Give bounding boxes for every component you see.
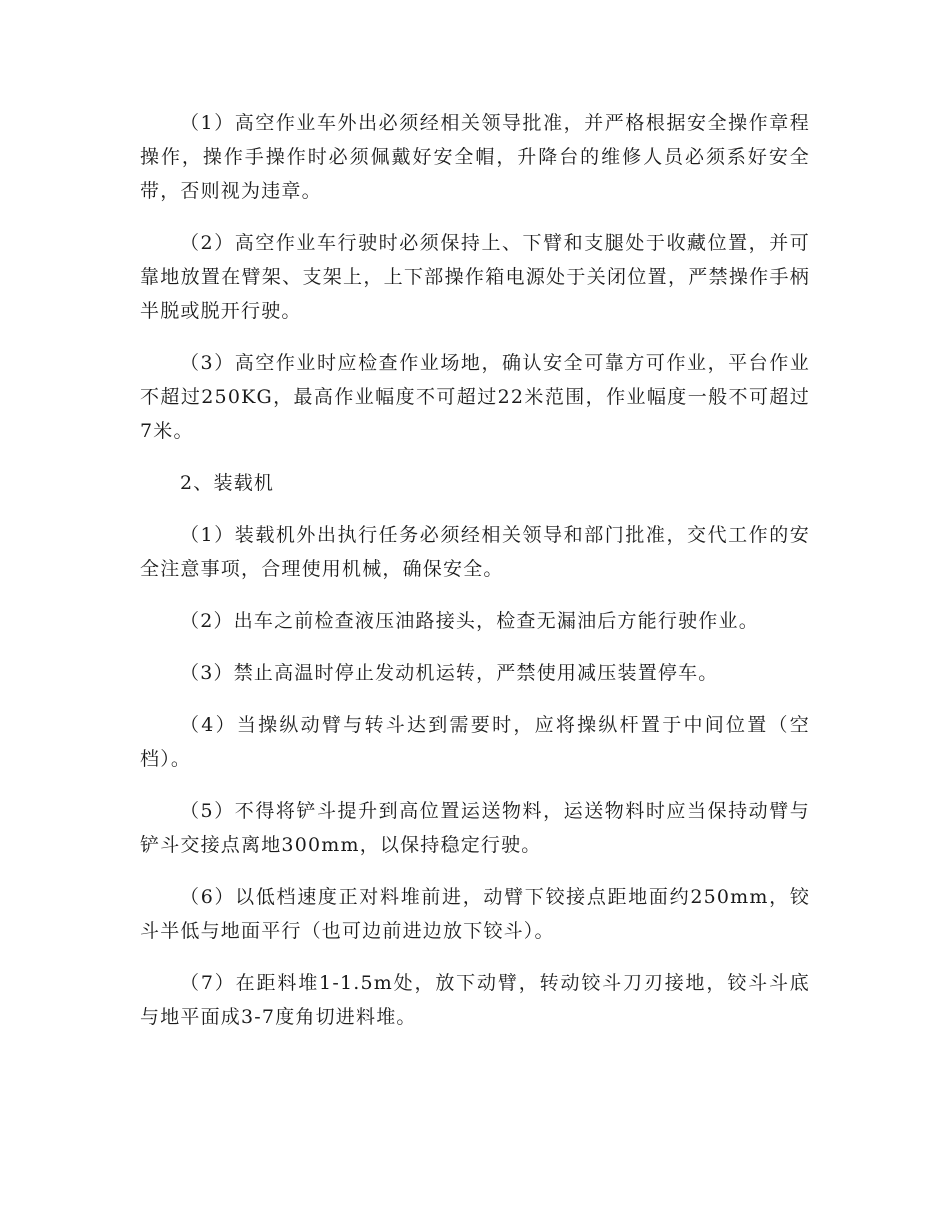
document-body — [140, 106, 810, 1052]
paragraph-loader-6: （6）以低档速度正对料堆前进，动臂下铰接点距地面约250mm，铰斗半低与地面平行（也可边前进边放下铰斗）。 — [140, 886, 810, 942]
paragraph-aerial-work-3: （3）高空作业时应检查作业场地，确认安全可靠方可作业，平台作业不超过250KG，最高作业幅度不可超过22米范围，作业幅度一般不可超过7米。 — [140, 352, 810, 442]
paragraph-loader-1: （1）装载机外出执行任务必须经相关领导和部门批准，交代工作的安全注意事项，合理使用机械，确保安全。 — [140, 524, 810, 580]
paragraph-loader-7: （7）在距料堆1-1.5m处，放下动臂，转动铰斗刀刃接地，铰斗斗底与地平面成3-7度角切进料堆。 — [140, 972, 810, 1028]
paragraph-aerial-work-2: （2）高空作业车行驶时必须保持上、下臂和支腿处于收藏位置，并可靠地放置在臂架、支架上，上下部操作箱电源处于关闭位置，严禁操作手柄半脱或脱开行驶。 — [140, 232, 810, 322]
section-heading-loader: 2、装载机 — [180, 472, 275, 494]
paragraph-aerial-work-1: （1）高空作业车外出必须经相关领导批准，并严格根据安全操作章程操作，操作手操作时必须佩戴好安全帽，升降台的维修人员必须系好安全带，否则视为违章。 — [140, 112, 810, 202]
paragraph-loader-2: （2）出车之前检查液压油路接头，检查无漏油后方能行驶作业。 — [180, 610, 759, 632]
paragraph-loader-3: （3）禁止高温时停止发动机运转，严禁使用减压装置停车。 — [180, 662, 719, 684]
paragraph-loader-4: （4）当操纵动臂与转斗达到需要时，应将操纵杆置于中间位置（空档）。 — [140, 714, 810, 770]
paragraph-loader-5: （5）不得将铲斗提升到高位置运送物料，运送物料时应当保持动臂与铲斗交接点离地300mm，以保持稳定行驶。 — [140, 800, 810, 856]
